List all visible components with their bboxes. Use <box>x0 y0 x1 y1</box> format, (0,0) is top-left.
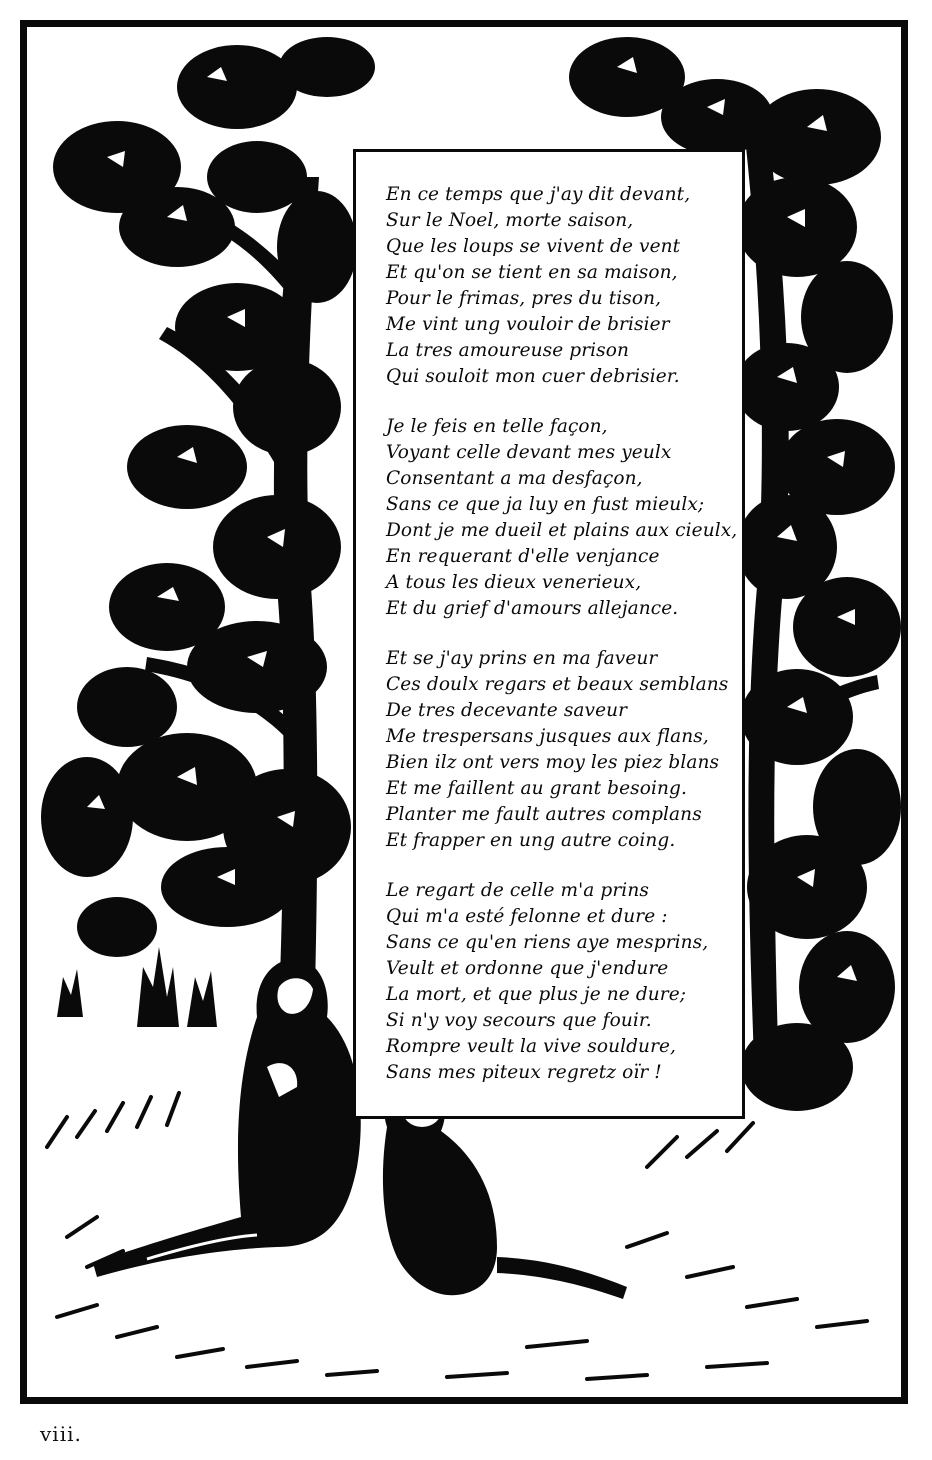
poem-line: Bien ilz ont vers moy les piez blans <box>386 752 720 773</box>
poem-line: Que les loups se vivent de vent <box>386 236 681 257</box>
stanza-2 <box>386 414 742 622</box>
woodcut-frame <box>20 20 908 1404</box>
stanza-4 <box>386 878 742 1086</box>
poem-line: De tres decevante saveur <box>386 700 628 721</box>
poem-line: Sur le Noel, morte saison, <box>386 210 634 231</box>
poem-line: Me trespersans jusques aux flans, <box>386 726 709 747</box>
poem-line: Me vint ung vouloir de brisier <box>386 314 670 335</box>
poem-line: Voyant celle devant mes yeulx <box>386 442 672 463</box>
poem-line: A tous les dieux venerieux, <box>386 572 642 593</box>
poem-line: Et frapper en ung autre coing. <box>386 830 676 851</box>
stanza-3 <box>386 646 742 854</box>
poem-line: En requerant d'elle venjance <box>386 546 660 567</box>
poem-line: Dont je me dueil et plains aux cieulx, <box>386 520 738 541</box>
poem-text-panel <box>353 149 745 1119</box>
poem-line: Sans ce que ja luy en fust mieulx; <box>386 494 705 515</box>
poem-line: Le regart de celle m'a prins <box>386 880 649 901</box>
poem-line: Veult et ordonne que j'endure <box>386 958 669 979</box>
poem-line: Qui souloit mon cuer debrisier. <box>386 366 680 387</box>
poem-line: Et qu'on se tient en sa maison, <box>386 262 678 283</box>
poem-line: Planter me fault autres complans <box>386 804 702 825</box>
page-number: viii. <box>40 1422 82 1446</box>
stanza-1 <box>386 182 742 390</box>
poem-line: Sans ce qu'en riens aye mesprins, <box>386 932 709 953</box>
poem-line: Pour le frimas, pres du tison, <box>386 288 662 309</box>
poem-line: En ce temps que j'ay dit devant, <box>386 184 691 205</box>
poem-line: Sans mes piteux regretz oïr ! <box>386 1062 662 1083</box>
poem-line: Je le feis en telle façon, <box>386 416 608 437</box>
poem-line: Et me faillent au grant besoing. <box>386 778 687 799</box>
poem-line: Consentant a ma desfaçon, <box>386 468 643 489</box>
poem-line: Et du grief d'amours allejance. <box>386 598 679 619</box>
poem-line: Si n'y voy secours que fouir. <box>386 1010 652 1031</box>
poem-line: Ces doulx regars et beaux semblans <box>386 674 729 695</box>
poem-line: Et se j'ay prins en ma faveur <box>386 648 658 669</box>
poem-line: La tres amoureuse prison <box>386 340 629 361</box>
poem-line: Rompre veult la vive souldure, <box>386 1036 677 1057</box>
poem-line: Qui m'a esté felonne et dure : <box>386 906 668 927</box>
poem-line: La mort, et que plus je ne dure; <box>386 984 687 1005</box>
